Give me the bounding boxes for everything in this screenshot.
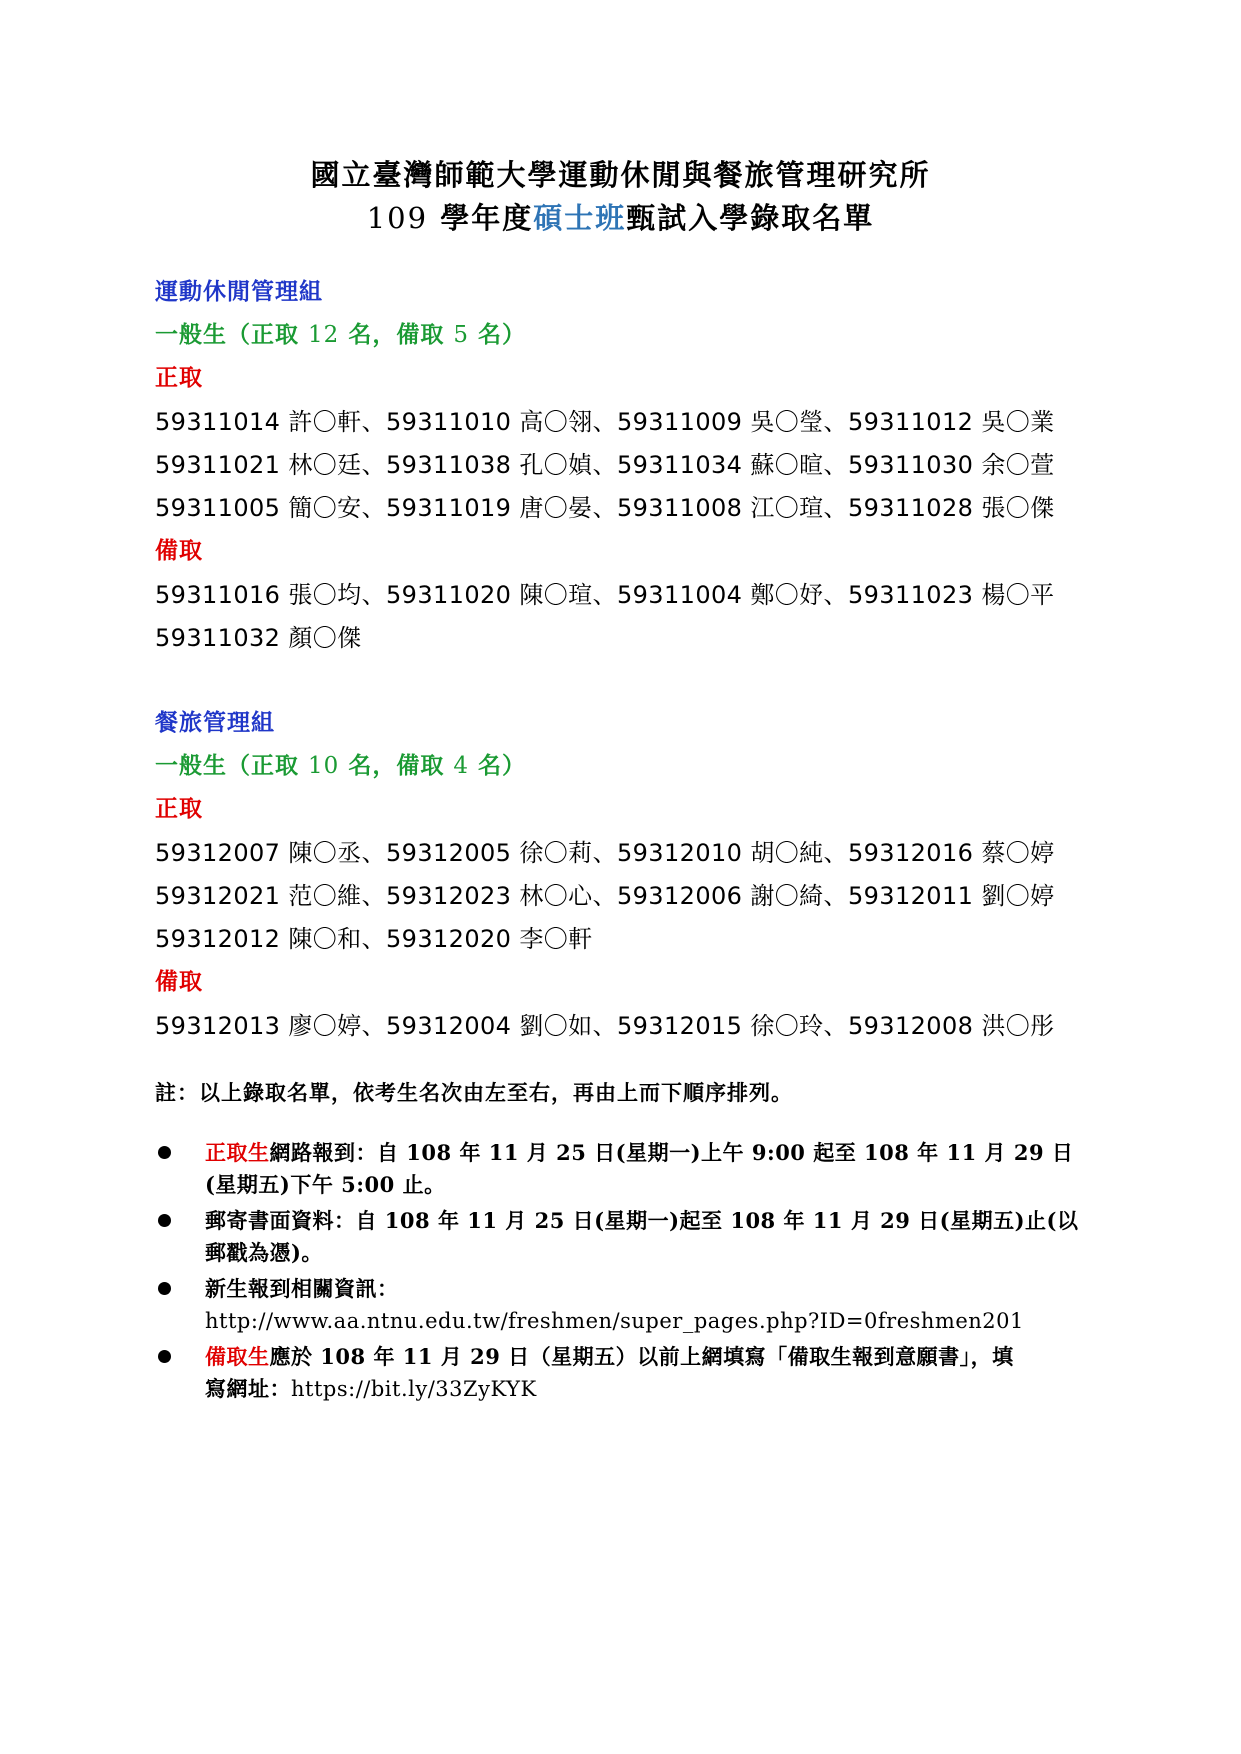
group2-waitlist-label: 備取 [155, 968, 203, 995]
group2-category [155, 747, 526, 780]
ranking-note: 註：以上錄取名單，依考生名次由左至右，再由上而下順序排列。 [155, 1080, 793, 1105]
bullet-online-registration-text-2: (星期五)下午 5:00 止。 [205, 1172, 446, 1197]
bullet-waitlist-intent [155, 1341, 1095, 1405]
bullet-admitted-label: 正取生 [205, 1140, 270, 1165]
bullet-mail-documents-text: 自 108 年 11 月 25 日(星期一)起至 108 年 11 月 29 日(星期五)止(以 [355, 1208, 1079, 1233]
subtitle-program: 碩士班 [533, 201, 627, 235]
group1-wait-count: 5 [453, 322, 469, 348]
bullet-online-registration [155, 1137, 1095, 1201]
group1-title: 運動休閒管理組 [155, 278, 323, 305]
bullet-waitlist-label: 備取生 [205, 1344, 270, 1369]
group1-admit-count: 12 [308, 322, 340, 348]
bullet-online-registration-heading: 網路報到： [269, 1140, 377, 1165]
bullet-waitlist-intent-text: 應於 108 年 11 月 29 日（星期五）以前上網填寫「備取生報到意願書」，填 [269, 1344, 1014, 1369]
freshmen-info-link[interactable]: http://www.aa.ntnu.edu.tw/freshmen/super_pages.php?ID=0freshmen201 [205, 1309, 1024, 1333]
bullet-freshmen-info-heading: 新生報到相關資訊： [205, 1276, 399, 1301]
bullet-dot-icon [158, 1146, 171, 1159]
group1-admitted-line: 59311014 許〇軒、59311010 高〇翎、59311009 吳〇瑩、59311012 吳〇業 [155, 408, 1055, 436]
bullet-dot-icon [158, 1282, 171, 1295]
subtitle-part-a: 學年度 [440, 201, 534, 235]
bullet-mail-documents-heading: 郵寄書面資料： [205, 1208, 356, 1233]
page-subtitle [0, 196, 1241, 237]
group1-waitlist-line: 59311016 張〇均、59311020 陳〇瑄、59311004 鄭〇妤、59311023 楊〇平 [155, 581, 1055, 609]
group1-admitted-line: 59311005 簡〇安、59311019 唐〇晏、59311008 江〇瑄、59311028 張〇傑 [155, 494, 1055, 522]
subtitle-part-b: 甄試入學錄取名單 [626, 201, 875, 235]
group2-category-mid: 名，備取 [348, 752, 445, 779]
group1-category-suffix: 名） [477, 321, 526, 348]
bullet-dot-icon [158, 1350, 171, 1363]
group2-wait-count: 4 [453, 753, 469, 779]
group2-waitlist-line: 59312013 廖〇婷、59312004 劉〇如、59312015 徐〇玲、59312008 洪〇彤 [155, 1012, 1055, 1040]
bullet-waitlist-intent-text-2: 寫網址： [205, 1376, 291, 1401]
group2-admitted-label: 正取 [155, 795, 203, 822]
group1-admitted-line: 59311021 林〇廷、59311038 孔〇媜、59311034 蘇〇暄、59311030 余〇萱 [155, 451, 1055, 479]
group2-category-suffix: 名） [477, 752, 526, 779]
bullet-mail-documents-text-2: 郵戳為憑)。 [205, 1240, 323, 1265]
group2-admitted-line: 59312007 陳〇丞、59312005 徐〇莉、59312010 胡〇純、59312016 蔡〇婷 [155, 839, 1055, 867]
subtitle-year: 109 [366, 201, 429, 235]
group1-admitted-label: 正取 [155, 364, 203, 391]
bullet-online-registration-text: 自 108 年 11 月 25 日(星期一)上午 9:00 起至 108 年 11 月 29 日 [377, 1140, 1074, 1165]
bullet-freshmen-info [155, 1273, 1095, 1337]
bullet-dot-icon [158, 1214, 171, 1227]
group1-waitlist-label: 備取 [155, 537, 203, 564]
group2-admitted-line: 59312021 范〇維、59312023 林〇心、59312006 謝〇綺、59312011 劉〇婷 [155, 882, 1055, 910]
group2-admitted-line: 59312012 陳〇和、59312020 李〇軒 [155, 925, 593, 953]
bullet-mail-documents [155, 1205, 1095, 1269]
group1-waitlist-line: 59311032 顏〇傑 [155, 624, 362, 652]
group1-category-mid: 名，備取 [348, 321, 445, 348]
group2-admit-count: 10 [308, 753, 340, 779]
info-bullet-list [155, 1137, 1095, 1409]
group2-title: 餐旅管理組 [155, 709, 275, 736]
group1-category-prefix: 一般生（正取 [155, 321, 299, 348]
group2-category-prefix: 一般生（正取 [155, 752, 299, 779]
group1-category [155, 316, 526, 349]
waitlist-intent-link[interactable]: https://bit.ly/33ZyKYK [291, 1377, 537, 1401]
page-title: 國立臺灣師範大學運動休閒與餐旅管理研究所 [310, 158, 931, 192]
